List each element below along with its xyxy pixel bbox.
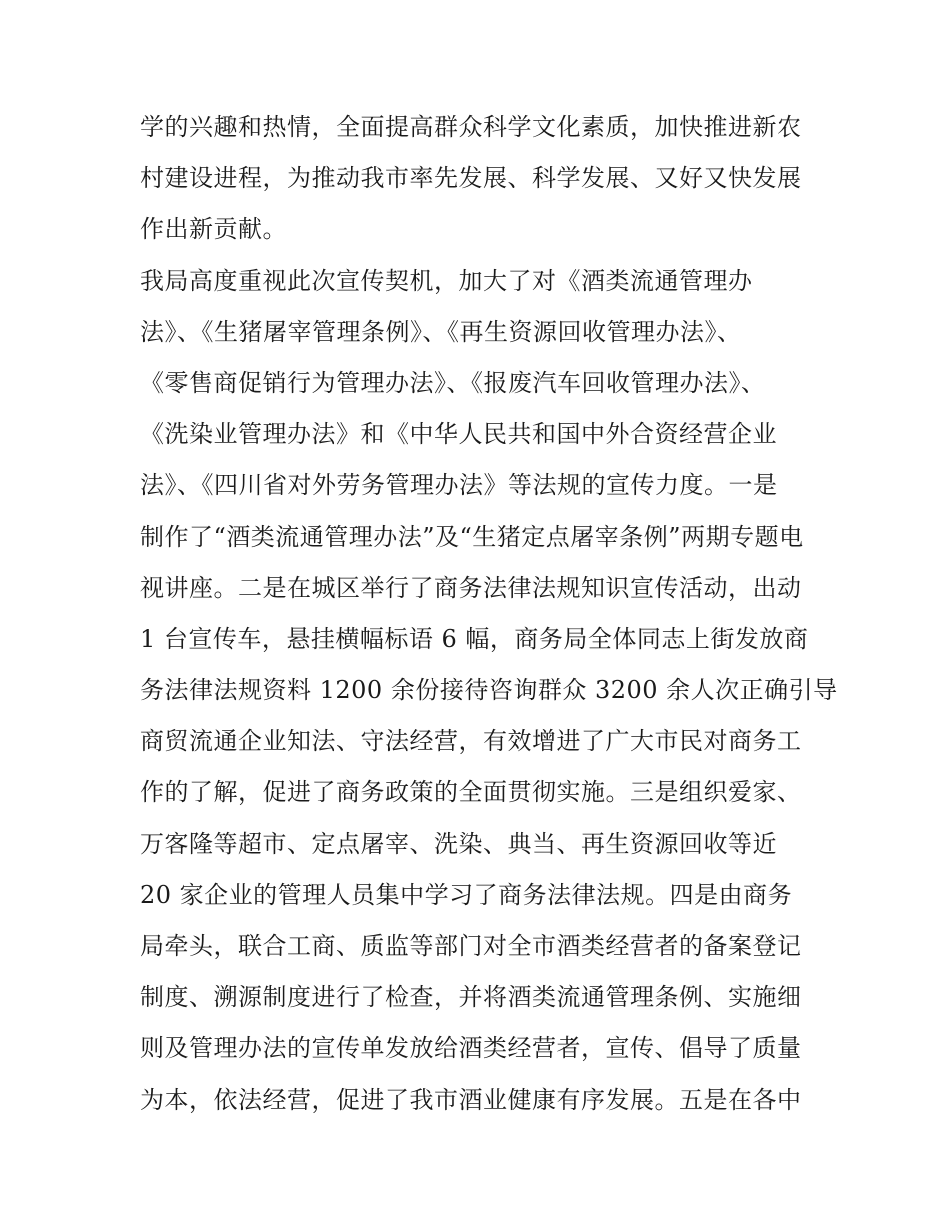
text-line: 《零售商促销行为管理办法》、《报废汽车回收管理办法》、 [140,368,766,397]
body-text [140,102,838,1126]
text-line: 1 台宣传车，悬挂横幅标语 6 幅，商务局全体同志上街发放商 [140,624,809,653]
text-line: 务法律法规资料 1200 余份接待咨询群众 3200 余人次正确引导 [140,676,838,705]
text-line: 制度、溯源制度进行了检查，并将酒类流通管理条例、实施细 [140,983,802,1012]
text-line: 作的了解，促进了商务政策的全面贯彻实施。三是组织爱家、 [140,778,802,807]
text-line: 学的兴趣和热情，全面提高群众科学文化素质，加快推进新农 [140,113,802,141]
text-line: 商贸流通企业知法、守法经营，有效增进了广大市民对商务工 [140,727,802,756]
text-line: 万客隆等超市、定点屠宰、洗染、典当、再生资源回收等近 [140,829,777,858]
text-line: 《洗染业管理办法》和《中华人民共和国中外合资经营企业 [140,420,777,449]
text-line: 为本，依法经营，促进了我市酒业健康有序发展。五是在各中 [140,1085,802,1114]
text-line: 制作了“酒类流通管理办法”及“生猪定点屠宰条例”两期专题电 [140,522,804,551]
text-line: 我局高度重视此次宣传契机，加大了对《酒类流通管理办 [140,266,753,295]
text-line: 局牵头，联合工商、质监等部门对全市酒类经营者的备案登记 [140,932,802,960]
text-line: 作出新贡献。 [140,215,287,244]
text-line: 则及管理办法的宣传单发放给酒类经营者，宣传、倡导了质量 [140,1034,802,1063]
text-line: 法》、《生猪屠宰管理条例》、《再生资源回收管理办法》、 [140,317,742,346]
text-line: 视讲座。二是在城区举行了商务法律法规知识宣传活动，出动 [140,573,802,602]
text-line: 法》、《四川省对外劳务管理办法》等法规的宣传力度。一是 [140,471,778,500]
text-line: 20 家企业的管理人员集中学习了商务法律法规。四是由商务 [140,880,793,909]
text-line: 村建设进程，为推动我市率先发展、科学发展、又好又快发展 [140,164,802,193]
